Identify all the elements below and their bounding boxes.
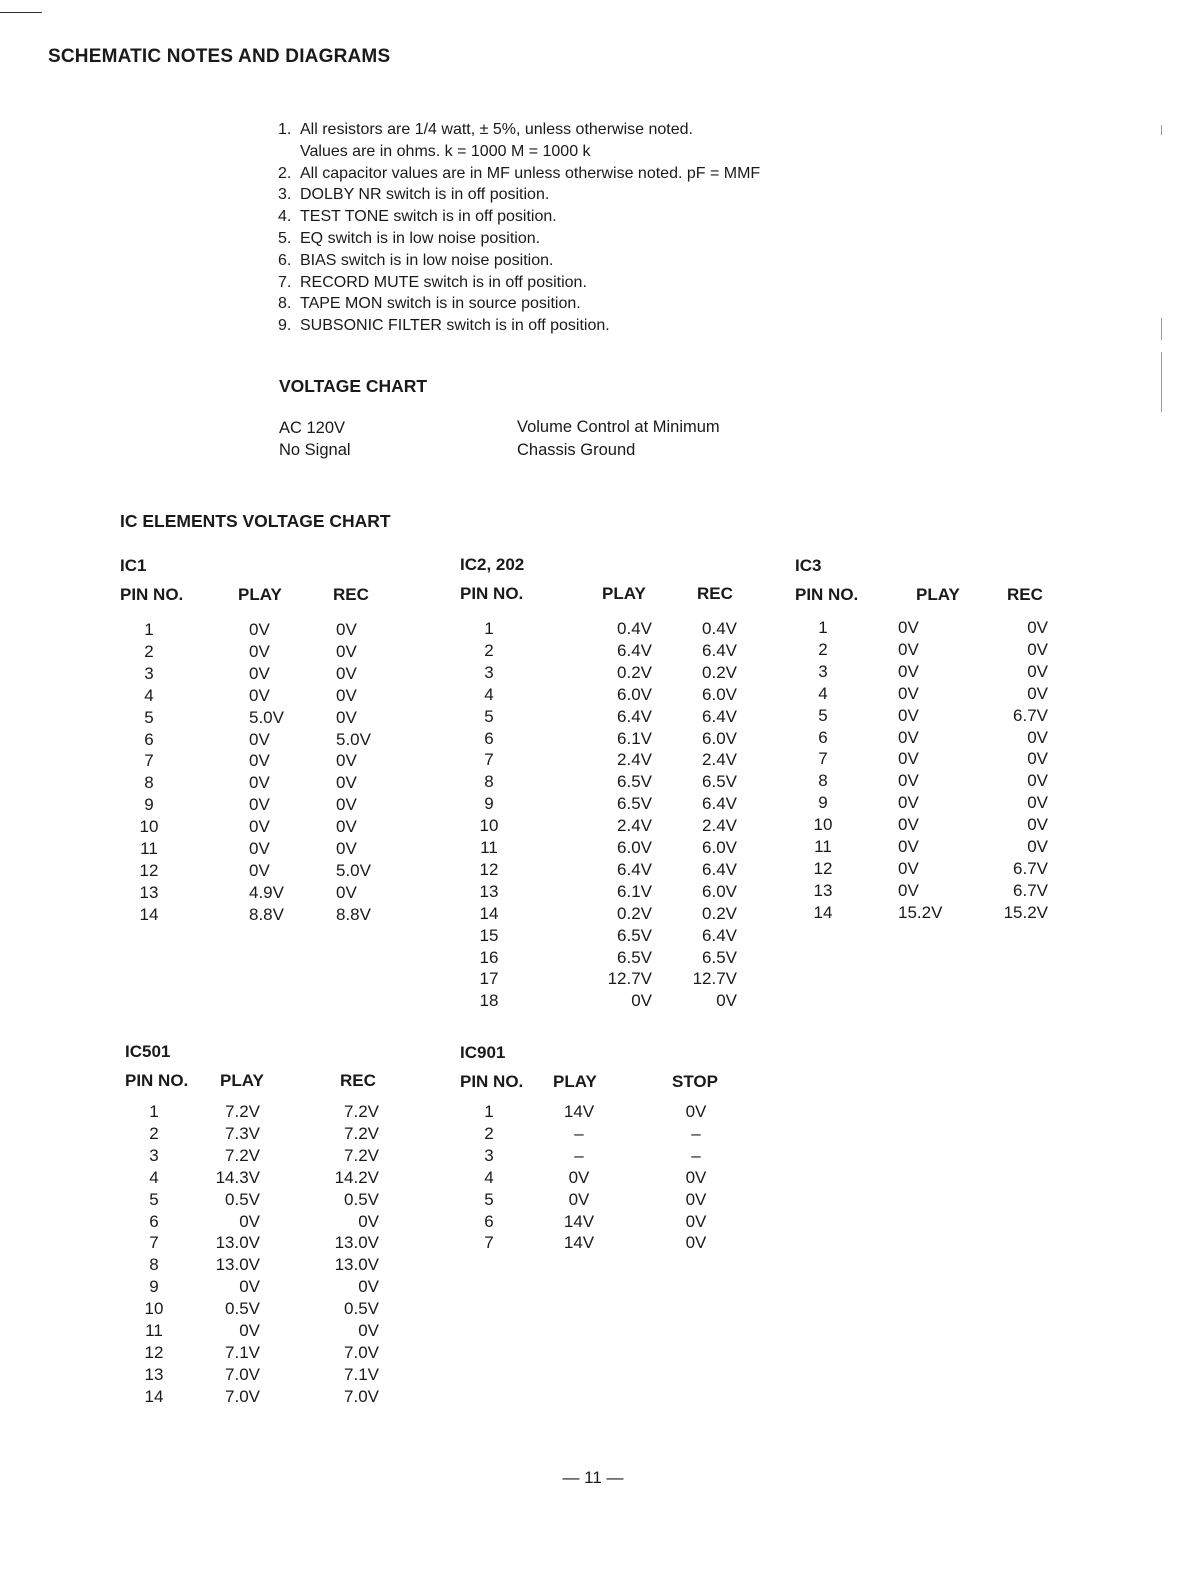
- voltage-cell: 6.5V: [702, 772, 737, 792]
- voltage-cell: 0V: [336, 685, 357, 705]
- voltage-cell: 0V: [249, 729, 270, 749]
- voltage-cell: 6.5V: [617, 772, 652, 792]
- pin-number-cell: 13: [144, 1364, 164, 1384]
- voltage-cell: 6.7V: [1013, 705, 1048, 725]
- pin-number-cell: 4: [144, 685, 154, 705]
- voltage-cell: 14V: [563, 1102, 595, 1121]
- voltage-cell: 6.4V: [617, 640, 652, 660]
- voltage-cell: 0V: [336, 707, 357, 727]
- pin-number-cell: 8: [144, 773, 154, 793]
- voltage-cell: 0V: [685, 1189, 707, 1209]
- voltage-cell: 13.0V: [215, 1255, 260, 1275]
- note-number: 4.: [278, 208, 292, 226]
- voltage-chart-condition: Volume Control at Minimum: [517, 418, 720, 436]
- voltage-chart-condition: No Signal: [279, 441, 351, 459]
- pin-number-cell: 2: [818, 639, 828, 659]
- voltage-cell: 0V: [898, 793, 919, 813]
- page-number: — 11 —: [562, 1468, 624, 1487]
- pin-number-cell: 5: [149, 1189, 159, 1209]
- pin-number-cell: 1: [144, 620, 154, 639]
- voltage-cell: 14.3V: [215, 1167, 260, 1187]
- column-header: PLAY: [916, 585, 960, 604]
- voltage-cell: 0.5V: [225, 1299, 260, 1319]
- voltage-cell: 6.0V: [702, 881, 737, 901]
- ic-table-name: IC1: [120, 556, 147, 575]
- column-header: STOP: [672, 1072, 718, 1091]
- note-item: [278, 315, 760, 337]
- voltage-cell: 13.0V: [334, 1255, 379, 1275]
- voltage-cell: 6.4V: [702, 794, 737, 814]
- voltage-cell: 6.1V: [617, 728, 652, 748]
- voltage-cell: 15.2V: [1003, 902, 1048, 922]
- voltage-cell: 0V: [249, 817, 270, 837]
- note-item: [278, 163, 760, 185]
- voltage-cell: 7.1V: [225, 1342, 260, 1362]
- voltage-cell: 0V: [685, 1167, 707, 1187]
- ic-table-name: IC3: [795, 556, 822, 575]
- voltage-cell: 6.5V: [617, 925, 652, 945]
- voltage-cell: 12.7V: [692, 969, 737, 989]
- voltage-cell: 0V: [716, 991, 737, 1011]
- note-text: DOLBY NR switch is in off position.: [300, 186, 550, 204]
- note-text: RECORD MUTE switch is in off position.: [300, 273, 587, 291]
- pin-number-cell: 15: [479, 925, 499, 945]
- page-title: SCHEMATIC NOTES AND DIAGRAMS: [48, 46, 391, 67]
- voltage-cell: 0V: [336, 882, 357, 902]
- pin-number-cell: 11: [145, 1321, 163, 1340]
- pin-number-cell: 12: [479, 859, 499, 879]
- voltage-cell: 0V: [898, 683, 919, 703]
- note-item: [278, 119, 760, 141]
- pin-number-cell: 8: [818, 771, 828, 791]
- pin-number-cell: 7: [818, 749, 828, 769]
- column-header: REC: [333, 585, 369, 604]
- voltage-cell: 0V: [239, 1321, 260, 1340]
- voltage-cell: 7.0V: [344, 1386, 379, 1406]
- note-text: Values are in ohms. k = 1000 M = 1000 k: [300, 142, 591, 160]
- note-text: All capacitor values are in MF unless otherwise noted. pF = MMF: [300, 164, 761, 182]
- pin-number-cell: 16: [479, 947, 499, 967]
- pin-number-cell: 13: [139, 882, 159, 902]
- pin-number-cell: 10: [144, 1299, 164, 1319]
- pin-number-cell: 3: [818, 661, 828, 681]
- voltage-cell: 2.4V: [617, 750, 652, 770]
- voltage-cell: 0.2V: [702, 903, 737, 923]
- voltage-cell: 0V: [1027, 793, 1048, 813]
- voltage-cell: 0V: [249, 795, 270, 815]
- note-number: 9.: [278, 317, 292, 335]
- voltage-cell: –: [691, 1145, 701, 1165]
- voltage-cell: 0V: [1027, 661, 1048, 681]
- column-header: PLAY: [602, 584, 646, 603]
- voltage-cell: 0V: [898, 749, 919, 769]
- voltage-cell: 7.2V: [344, 1145, 379, 1165]
- pin-number-cell: 6: [484, 1211, 494, 1231]
- column-header: PLAY: [553, 1072, 597, 1091]
- pin-number-cell: 8: [484, 772, 494, 792]
- voltage-cell: 14V: [563, 1233, 595, 1253]
- voltage-cell: 0V: [249, 620, 270, 639]
- note-number: 2.: [278, 164, 292, 182]
- voltage-cell: 0.4V: [702, 619, 737, 638]
- ic-table-name: IC501: [125, 1042, 171, 1061]
- voltage-cell: 0V: [898, 618, 919, 637]
- pin-number-cell: 12: [813, 858, 833, 878]
- voltage-cell: 0V: [898, 815, 919, 835]
- pin-number-cell: 1: [484, 1102, 494, 1121]
- voltage-cell: 0V: [336, 663, 357, 683]
- voltage-cell: 0V: [239, 1211, 260, 1231]
- voltage-cell: 0.4V: [617, 619, 652, 638]
- voltage-cell: 4.9V: [249, 882, 284, 902]
- voltage-cell: 6.4V: [702, 640, 737, 660]
- voltage-cell: 0V: [336, 620, 357, 639]
- voltage-cell: 0V: [249, 773, 270, 793]
- voltage-cell: 0V: [898, 727, 919, 747]
- voltage-cell: 0V: [336, 751, 357, 771]
- voltage-cell: –: [691, 1123, 701, 1143]
- pin-number-cell: 1: [149, 1102, 159, 1121]
- voltage-cell: 6.5V: [617, 794, 652, 814]
- voltage-cell: 0V: [249, 641, 270, 661]
- note-text: TEST TONE switch is in off position.: [300, 208, 557, 226]
- pin-number-cell: 1: [484, 619, 494, 638]
- scan-mark: [1161, 318, 1162, 340]
- ic-table-name: IC901: [460, 1043, 506, 1062]
- voltage-cell: 7.0V: [225, 1364, 260, 1384]
- pin-number-cell: 2: [484, 1123, 494, 1143]
- pin-number-cell: 18: [479, 991, 499, 1011]
- voltage-cell: 0V: [358, 1321, 379, 1340]
- voltage-cell: 6.0V: [617, 838, 652, 857]
- voltage-cell: 0V: [1027, 618, 1048, 637]
- pin-number-cell: 10: [479, 816, 499, 836]
- voltage-cell: 6.4V: [702, 706, 737, 726]
- pin-number-cell: 6: [818, 727, 828, 747]
- voltage-cell: 0V: [1027, 771, 1048, 791]
- scan-mark: [1161, 352, 1162, 412]
- column-header: REC: [340, 1071, 376, 1090]
- voltage-cell: 0V: [336, 773, 357, 793]
- voltage-cell: 0V: [336, 795, 357, 815]
- note-text: All resistors are 1/4 watt, ± 5%, unless otherwise noted.: [300, 121, 693, 138]
- pin-number-cell: 12: [144, 1342, 164, 1362]
- voltage-cell: 6.4V: [702, 925, 737, 945]
- voltage-cell: 0V: [1027, 815, 1048, 835]
- voltage-chart-title: VOLTAGE CHART: [279, 376, 428, 396]
- note-number: 1.: [278, 121, 292, 138]
- note-item: [278, 184, 760, 206]
- voltage-cell: 7.3V: [225, 1123, 260, 1143]
- voltage-cell: –: [574, 1145, 584, 1165]
- column-header: PIN NO.: [460, 584, 524, 603]
- pin-number-cell: 7: [149, 1233, 159, 1253]
- voltage-cell: 14V: [563, 1211, 595, 1231]
- note-text: TAPE MON switch is in source position.: [300, 295, 581, 313]
- voltage-cell: 7.2V: [344, 1123, 379, 1143]
- voltage-cell: 2.4V: [702, 816, 737, 836]
- voltage-cell: 6.5V: [617, 947, 652, 967]
- voltage-cell: 15.2V: [898, 902, 943, 922]
- voltage-cell: 6.0V: [702, 838, 737, 857]
- pin-number-cell: 1: [818, 618, 828, 637]
- pin-number-cell: 7: [484, 750, 494, 770]
- pin-number-cell: 4: [484, 684, 494, 704]
- voltage-cell: 0V: [568, 1167, 590, 1187]
- pin-number-cell: 10: [139, 817, 159, 837]
- note-text: EQ switch is in low noise position.: [300, 229, 541, 247]
- note-item: [278, 206, 760, 228]
- column-header: REC: [1007, 585, 1043, 604]
- voltage-cell: 8.8V: [249, 904, 284, 924]
- pin-number-cell: 2: [149, 1123, 159, 1143]
- voltage-cell: 7.2V: [225, 1102, 260, 1121]
- schematic-notes-list: [278, 119, 760, 337]
- voltage-cell: 0V: [898, 837, 919, 856]
- top-rule: [0, 12, 42, 13]
- pin-number-cell: 11: [140, 839, 158, 858]
- pin-number-cell: 6: [149, 1211, 159, 1231]
- pin-number-cell: 13: [479, 881, 499, 901]
- pin-number-cell: 4: [149, 1167, 159, 1187]
- voltage-cell: 0V: [1027, 837, 1048, 856]
- pin-number-cell: 14: [813, 902, 833, 922]
- pin-number-cell: 6: [484, 728, 494, 748]
- voltage-cell: 0.5V: [225, 1189, 260, 1209]
- voltage-cell: 0.2V: [617, 903, 652, 923]
- voltage-cell: 6.4V: [617, 706, 652, 726]
- voltage-cell: 0V: [898, 771, 919, 791]
- voltage-cell: 0.5V: [344, 1189, 379, 1209]
- note-number: 6.: [278, 251, 292, 269]
- note-number: 8.: [278, 295, 292, 313]
- pin-number-cell: 14: [479, 903, 499, 923]
- column-header: REC: [697, 584, 733, 603]
- voltage-cell: 8.8V: [336, 904, 371, 924]
- voltage-cell: –: [574, 1123, 584, 1143]
- voltage-cell: 0V: [1027, 727, 1048, 747]
- voltage-cell: 6.0V: [702, 684, 737, 704]
- voltage-cell: 0V: [1027, 639, 1048, 659]
- voltage-cell: 0V: [685, 1102, 707, 1121]
- note-item: [278, 293, 760, 315]
- voltage-cell: 7.2V: [225, 1145, 260, 1165]
- voltage-cell: 0V: [568, 1189, 590, 1209]
- pin-number-cell: 5: [818, 705, 828, 725]
- voltage-cell: 6.1V: [617, 881, 652, 901]
- pin-number-cell: 3: [484, 662, 494, 682]
- voltage-cell: 0V: [898, 639, 919, 659]
- pin-number-cell: 8: [149, 1255, 159, 1275]
- voltage-cell: 0V: [336, 817, 357, 837]
- voltage-cell: 6.5V: [702, 947, 737, 967]
- pin-number-cell: 9: [484, 794, 494, 814]
- voltage-cell: 0V: [685, 1211, 707, 1231]
- pin-number-cell: 2: [144, 641, 154, 661]
- pin-number-cell: 11: [814, 837, 832, 856]
- voltage-cell: 6.4V: [702, 859, 737, 879]
- column-header: PIN NO.: [460, 1072, 524, 1091]
- column-header: PIN NO.: [120, 585, 184, 604]
- pin-number-cell: 4: [484, 1167, 494, 1187]
- voltage-cell: 7.0V: [225, 1386, 260, 1406]
- voltage-cell: 6.0V: [702, 728, 737, 748]
- column-header: PLAY: [238, 585, 282, 604]
- voltage-cell: 0.2V: [617, 662, 652, 682]
- voltage-cell: 0V: [898, 880, 919, 900]
- voltage-cell: 0V: [336, 641, 357, 661]
- voltage-cell: 0V: [249, 685, 270, 705]
- voltage-cell: 13.0V: [215, 1233, 260, 1253]
- note-item: [278, 141, 760, 163]
- ic-table-name: IC2, 202: [460, 555, 525, 574]
- pin-number-cell: 2: [484, 640, 494, 660]
- voltage-cell: 5.0V: [249, 707, 284, 727]
- voltage-cell: 6.4V: [617, 859, 652, 879]
- pin-number-cell: 9: [144, 795, 154, 815]
- voltage-cell: 2.4V: [617, 816, 652, 836]
- column-header: PIN NO.: [125, 1071, 189, 1090]
- voltage-cell: 0V: [358, 1211, 379, 1231]
- note-item: [278, 228, 760, 250]
- pin-number-cell: 5: [144, 707, 154, 727]
- pin-number-cell: 13: [813, 880, 833, 900]
- voltage-cell: 0V: [898, 858, 919, 878]
- pin-number-cell: 6: [144, 729, 154, 749]
- voltage-chart-condition: AC 120V: [279, 419, 346, 437]
- voltage-cell: 7.1V: [344, 1364, 379, 1384]
- voltage-cell: 6.7V: [1013, 880, 1048, 900]
- pin-number-cell: 7: [484, 1233, 494, 1253]
- note-item: [278, 250, 760, 272]
- pin-number-cell: 3: [144, 663, 154, 683]
- voltage-cell: 0V: [249, 663, 270, 683]
- voltage-cell: 6.7V: [1013, 858, 1048, 878]
- note-number: 5.: [278, 229, 292, 247]
- pin-number-cell: 5: [484, 706, 494, 726]
- pin-number-cell: 11: [480, 838, 498, 857]
- voltage-cell: 0.2V: [702, 662, 737, 682]
- voltage-cell: 7.2V: [344, 1102, 379, 1121]
- note-text: BIAS switch is in low noise position.: [300, 251, 554, 269]
- voltage-cell: 13.0V: [334, 1233, 379, 1253]
- voltage-cell: 0V: [1027, 683, 1048, 703]
- voltage-cell: 0V: [358, 1277, 379, 1297]
- voltage-cell: 0V: [631, 991, 652, 1011]
- voltage-cell: 0V: [239, 1277, 260, 1297]
- pin-number-cell: 3: [484, 1145, 494, 1165]
- pin-number-cell: 9: [149, 1277, 159, 1297]
- note-item: [278, 272, 760, 294]
- voltage-cell: 0V: [249, 839, 270, 858]
- voltage-cell: 14.2V: [334, 1167, 379, 1187]
- voltage-cell: 0V: [336, 839, 357, 858]
- voltage-cell: 0V: [1027, 749, 1048, 769]
- voltage-cell: 6.0V: [617, 684, 652, 704]
- scan-mark: [1161, 125, 1162, 135]
- pin-number-cell: 4: [818, 683, 828, 703]
- pin-number-cell: 9: [818, 793, 828, 813]
- voltage-cell: 0V: [249, 860, 270, 880]
- pin-number-cell: 3: [149, 1145, 159, 1165]
- note-number: 3.: [278, 186, 292, 204]
- voltage-cell: 0.5V: [344, 1299, 379, 1319]
- voltage-cell: 5.0V: [336, 729, 371, 749]
- voltage-cell: 0V: [685, 1233, 707, 1253]
- ic-chart-title: IC ELEMENTS VOLTAGE CHART: [120, 511, 391, 531]
- voltage-cell: 5.0V: [336, 860, 371, 880]
- pin-number-cell: 17: [479, 969, 499, 989]
- voltage-cell: 12.7V: [607, 969, 652, 989]
- note-text: SUBSONIC FILTER switch is in off position.: [300, 317, 610, 335]
- voltage-cell: 2.4V: [702, 750, 737, 770]
- voltage-chart-condition: Chassis Ground: [517, 441, 636, 459]
- pin-number-cell: 10: [813, 815, 833, 835]
- pin-number-cell: 14: [144, 1386, 164, 1406]
- note-number: 7.: [278, 273, 292, 291]
- voltage-cell: 0V: [898, 705, 919, 725]
- pin-number-cell: 14: [139, 904, 159, 924]
- pin-number-cell: 12: [139, 860, 159, 880]
- column-header: PLAY: [220, 1071, 264, 1090]
- voltage-cell: 0V: [898, 661, 919, 681]
- pin-number-cell: 5: [484, 1189, 494, 1209]
- column-header: PIN NO.: [795, 585, 859, 604]
- voltage-cell: 7.0V: [344, 1342, 379, 1362]
- pin-number-cell: 7: [144, 751, 154, 771]
- voltage-cell: 0V: [249, 751, 270, 771]
